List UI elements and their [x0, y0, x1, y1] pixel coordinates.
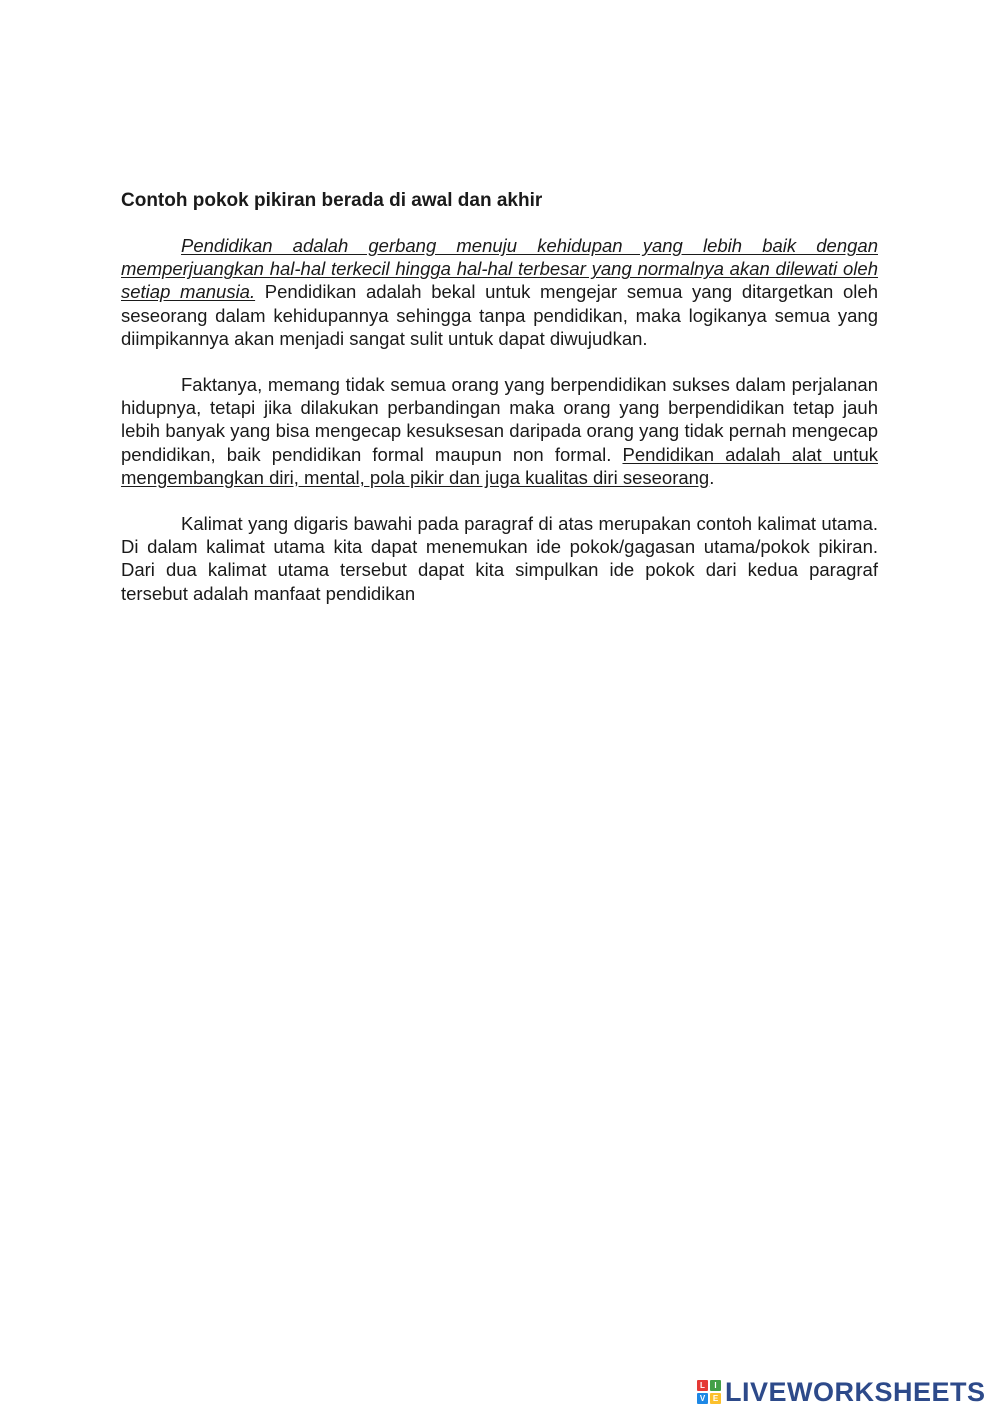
main-sentence-2: Pendidikan adalah alat untuk mengembangkan diri, mental, pola pikir dan juga kualitas diri seseorang — [121, 443, 878, 488]
logo-text: LIVEWORKSHEETS — [725, 1376, 986, 1407]
logo-icon — [697, 1380, 721, 1404]
logo-block-i: I — [710, 1380, 721, 1391]
paragraph-2-tail: . — [709, 466, 715, 488]
paragraph-2 — [121, 373, 878, 489]
paragraph-3: Kalimat yang digaris bawahi pada paragraf di atas merupakan contoh kalimat utama. Di dalam kalimat utama kita dapat menemukan ide pokok/gagasan utama/pokok pikiran. Dari dua kalimat utama tersebut dapat kita simpulkan ide pokok dari kedua paragraf tersebut adalah manfaat pendidikan — [121, 513, 878, 604]
paragraph-1 — [121, 234, 878, 350]
document-page — [121, 188, 878, 628]
main-sentence-1: Pendidikan adalah gerbang menuju kehidupan yang lebih baik dengan memperjuangkan hal-hal terkecil hingga hal-hal terbesar yang normalnya akan dilewati oleh setiap manusia. — [121, 235, 878, 303]
paragraph-2-lead: Faktanya, memang tidak semua orang yang berpendidikan sukses dalam perjalanan hidupnya, tetapi jika dilakukan perbandingan maka orang yang berpendidikan tetap jauh lebih banyak yang bisa mengecap kesuksesan daripada orang yang tidak pernah mengecap pendidikan, baik pendidikan formal maupun non formal. — [121, 374, 878, 465]
logo-block-e: E — [710, 1393, 721, 1404]
document-title: Contoh pokok pikiran berada di awal dan akhir — [121, 190, 543, 211]
logo-block-l: L — [697, 1380, 708, 1391]
liveworksheets-logo — [697, 1377, 986, 1407]
paragraph-1-rest: Pendidikan adalah bekal untuk mengejar semua yang ditargetkan oleh seseorang dalam kehidupannya sehingga tanpa pendidikan, maka logikanya semua yang diimpikannya akan menjadi sangat sulit untuk dapat diwujudkan. — [121, 281, 878, 349]
logo-block-v: V — [697, 1393, 708, 1404]
